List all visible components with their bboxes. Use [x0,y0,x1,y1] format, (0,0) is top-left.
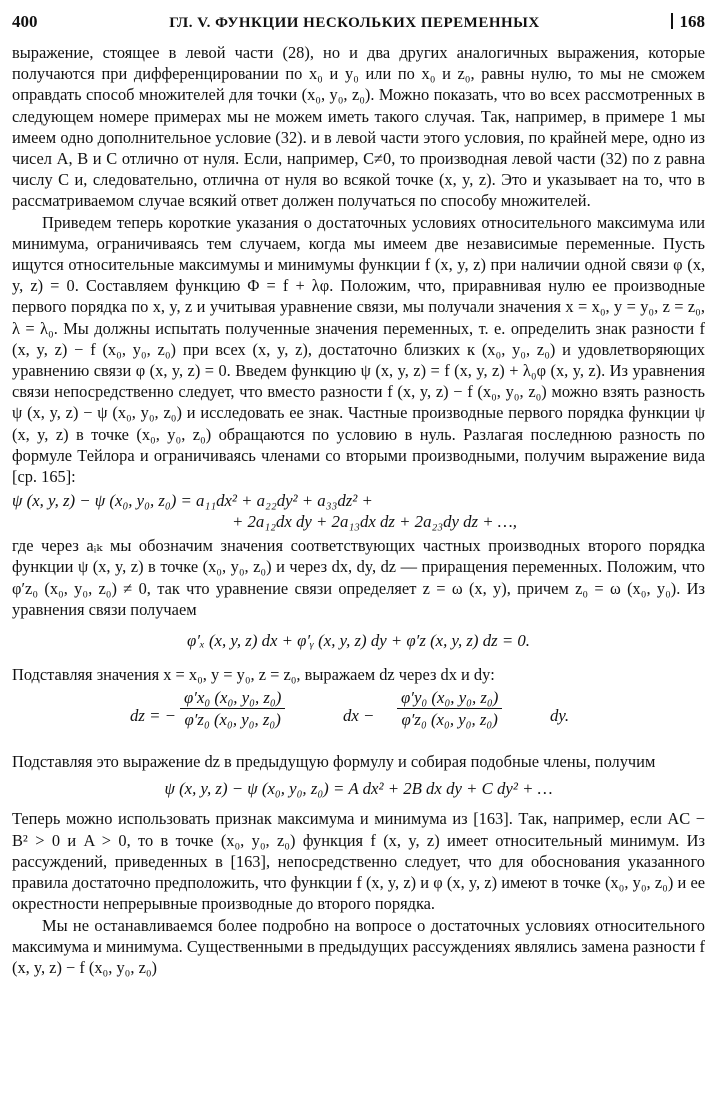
paragraph-5: Подставляя это выражение dz в предыдущую формулу и собирая подобные члены, получим [12,752,656,772]
page-body [12,42,705,978]
paragraph-1: выражение, стоящее в левой части (28), но и два других аналогичных выражения, которые получаются при дифференцировании по x₀ и y₀ или по x₀ и z₀, равны нулю, то мы не сможем оправдать способ множителей для точки (x₀, y₀, z₀). Можно показать, что во всех рассмотренных в следующем номере примерах мы не можем иметь такого случая. Так, например, в примере 1 мы имеем одно дополнительное условие (32). и в левой части этого условия, по крайней мере, одно из чисел A, B и C отлично от нуля. Если, например, C≠0, то производная левой части (32) по z равна числу C и, следовательно, отлична от нуля во всякой точке (x, y, z). Это и указывает на то, что в рассматриваемом случае всякий ответ должен получаться по способу множителей. [12,43,705,211]
section-number: 168 [671,12,705,32]
dz-fraction-2-denominator: φ′z₀ (x₀, y₀, z₀) [401,710,498,730]
taylor-expansion-line-1: ψ (x, y, z) − ψ (x₀, y₀, z₀) = a₁₁dx² + a₂₂dy² + a₃₃dz² + [12,491,373,511]
quadratic-form-formula: ψ (x, y, z) − ψ (x₀, y₀, z₀) = A dx² + 2B dx dy + C dy² + … [164,779,553,799]
dz-fraction-2 [397,687,502,730]
paragraph-3: где через aᵢₖ мы обозначим значения соответствующих частных производных второго порядка функции ψ (x, y, z) в точке (x₀, y₀, z₀) и через dx, dy, dz — приращения переменных. Положим, что φ′z₀ (x₀, y₀, z₀) ≠ 0, так что уравнение связи определяет z = ω (x, y), причем z₀ = ω (x₀, y₀). Из уравнения связи получаем [12,536,705,619]
paragraph-4: Подставляя значения x = x₀, y = y₀, z = z₀, выражаем dz через dx и dy: [12,665,495,685]
dz-fraction-1-denominator: φ′z₀ (x₀, y₀, z₀) [184,710,281,730]
chapter-title: ГЛ. V. ФУНКЦИИ НЕСКОЛЬКИХ ПЕРЕМЕННЫХ [169,15,540,31]
page-number: 400 [12,12,38,31]
dz-formula [12,687,705,743]
running-header [12,12,705,42]
paragraph-7: Мы не останавливаемся более подробно на вопросе о достаточных условиях относительного максимума и минимума. Существенными в предыдущих рассуждениях являлись замена разности f (x, y, z) − f (x₀, y₀, z₀) [12,915,705,977]
constraint-differential-formula: φ′ₓ (x, y, z) dx + φ′ᵧ (x, y, z) dy + φ′z (x, y, z) dz = 0. [187,631,530,651]
dz-formula-end: dy. [550,706,570,726]
taylor-expansion-line-2: + 2a₁₂dx dy + 2a₁₃dx dz + 2a₂₃dy dz + …, [232,512,517,532]
dz-formula-lhs: dz = − [130,706,176,726]
paragraph-6: Теперь можно использовать признак максимума и минимума из [163]. Так, например, если AC − B² > 0 и A > 0, то в точке (x₀, y₀, z₀) функция f (x, y, z) имеет относительный минимум. Из рассуждений, приведенных в [163], непосредственно следует, что для обоснования указанного правила достаточно предположить, что функции f (x, y, z) и φ (x, y, z) имеют в точке (x₀, y₀, z₀) и ее окрестности непрерывные производные до второго порядка. [12,809,705,914]
dz-fraction-1-numerator: φ′x₀ (x₀, y₀, z₀) [180,687,285,709]
dz-fraction-2-numerator: φ′y₀ (x₀, y₀, z₀) [397,687,502,709]
paragraph-2: Приведем теперь короткие указания о достаточных условиях относительного максимума или минимума, ограничиваясь тем случаем, когда мы имеем две независимые переменные. Пусть ищутся относительные максимумы и минимумы функции f (x, y, z) при наличии одной связи φ (x, y, z) = 0. Составляем функцию Φ = f + λφ. Положим, что, приравнивая нулю ее производные первого порядка по x, y, z и учитывая уравнение связи, мы получали значения x = x₀, y = y₀, z = z₀, λ = λ₀. Мы должны испытать полученные значения переменных, т. е. определить знак разности f (x, y, z) − f (x₀, y₀, z₀) при всех (x, y, z), достаточно близких к (x₀, y₀, z₀) и удовлетворяющих уравнению связи φ (x, y, z) = 0. Введем функцию ψ (x, y, z) = f (x, y, z) + λ₀φ (x, y, z). Из уравнения связи непосредственно следует, что вместо разности f (x, y, z) − f (x₀, y₀, z₀) можно взять разность ψ (x, y, z) − ψ (x₀, y₀, z₀) и исследовать ее знак. Частные производные первого порядка функции ψ (x, y, z) в точке (x₀, y₀, z₀) обращаются по условию в нуль. Разлагая последнюю разность по формуле Тейлора и ограничиваясь членами со вторыми производными, получим выражение вида [ср. 165]: [12,212,705,487]
dz-formula-middle: dx − [343,706,375,726]
dz-fraction-1 [180,687,285,730]
